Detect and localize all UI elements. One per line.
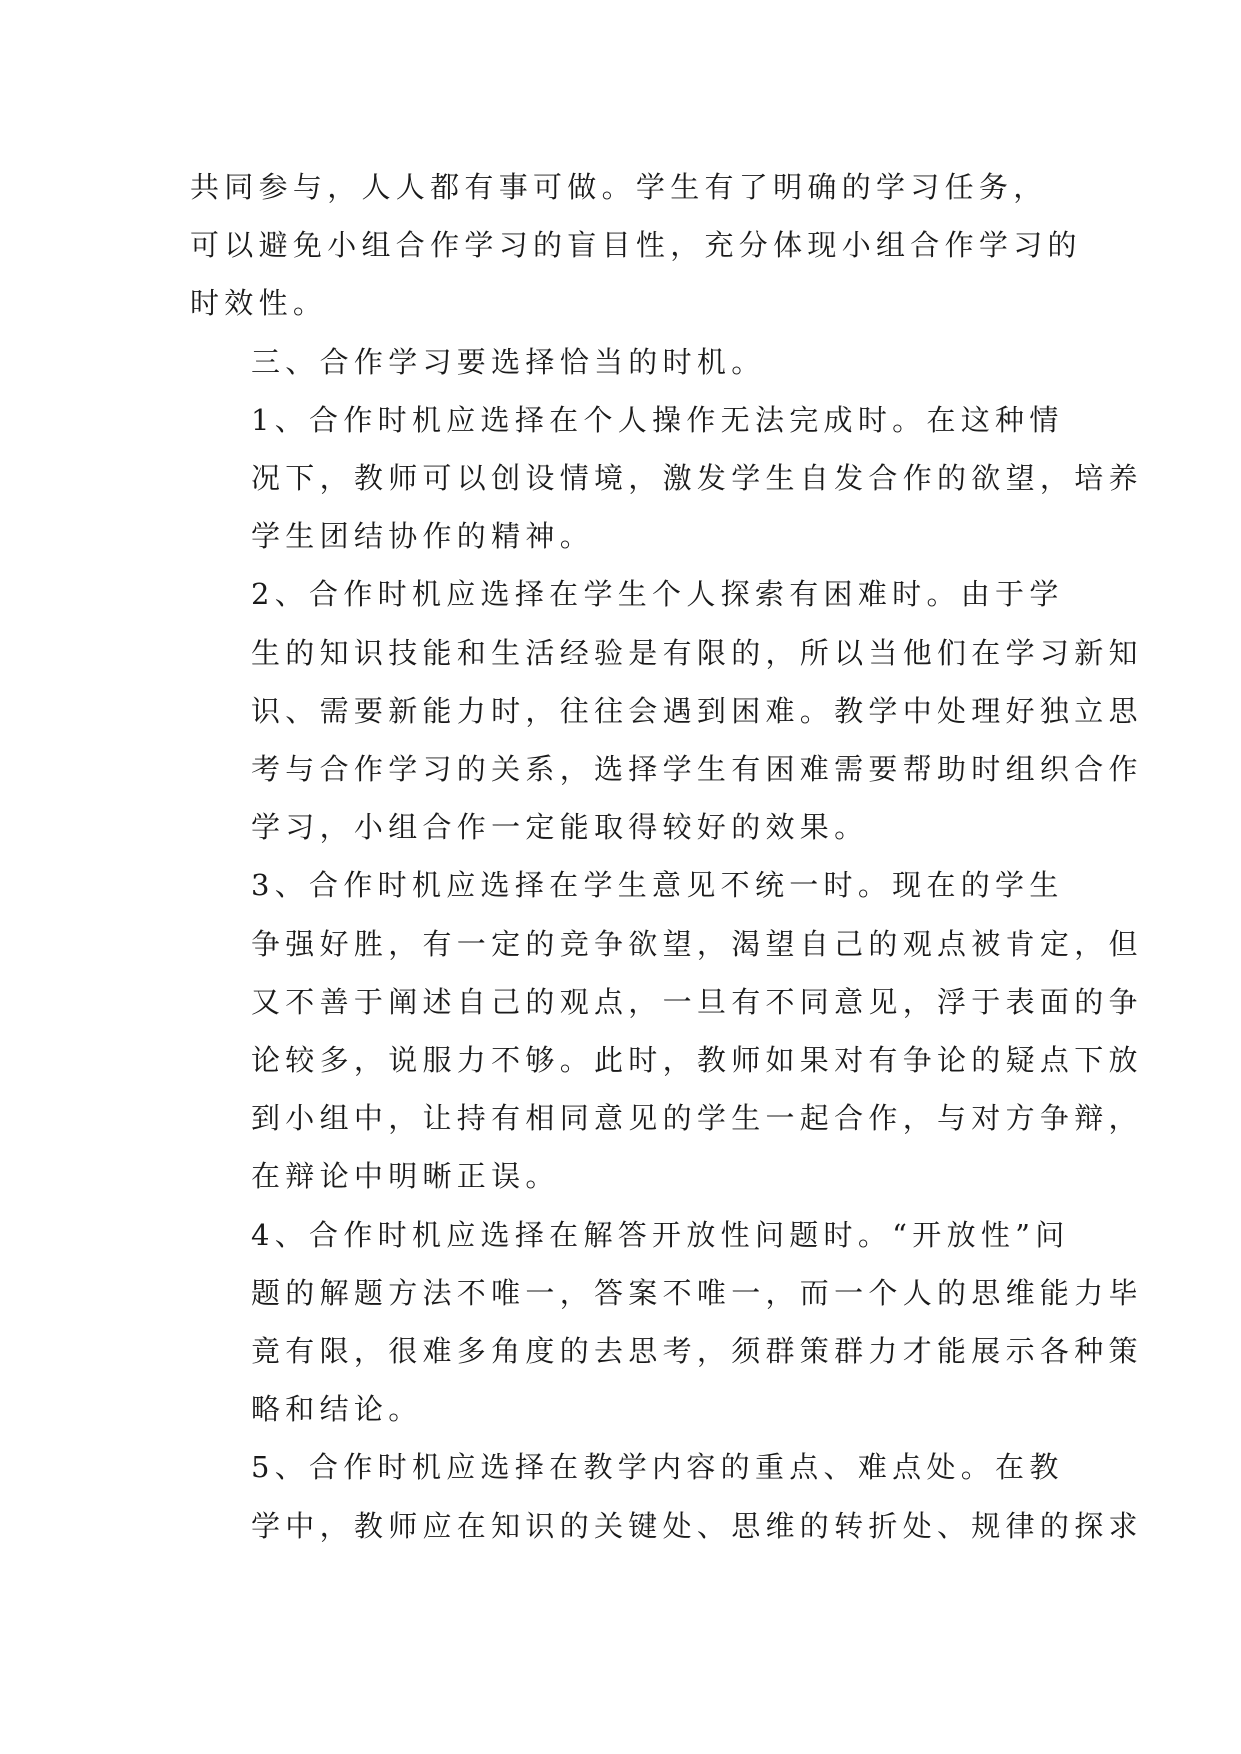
text-line: 争强好胜，有一定的竞争欲望，渴望自己的观点被肯定，但	[251, 926, 1143, 961]
text-line: 况下，教师可以创设情境，激发学生自发合作的欲望，培养	[251, 461, 1143, 496]
text-line: 在辩论中明晰正误。	[251, 1159, 560, 1194]
paragraph-point-1	[190, 391, 1143, 566]
text-line: 生的知识技能和生活经验是有限的，所以当他们在学习新知	[251, 635, 1143, 670]
text-line: 4、合作时机应选择在解答开放性问题时。“开放性”问	[251, 1217, 1070, 1252]
text-line: 学习，小组合作一定能取得较好的效果。	[251, 810, 869, 845]
text-line: 学中，教师应在知识的关键处、思维的转折处、规律的探求	[251, 1508, 1143, 1543]
text-line: 可以避免小组合作学习的盲目性，充分体现小组合作学习的	[190, 228, 1082, 263]
text-line: 论较多，说服力不够。此时，教师如果对有争论的疑点下放	[251, 1043, 1143, 1078]
paragraph-continuation	[190, 158, 1082, 333]
text-line: 3、合作时机应选择在学生意见不统一时。现在的学生	[251, 868, 1064, 903]
text-line: 5、合作时机应选择在教学内容的重点、难点处。在教	[251, 1450, 1064, 1485]
text-line: 识、需要新能力时，往往会遇到困难。教学中处理好独立思	[251, 693, 1143, 728]
text-line: 考与合作学习的关系，选择学生有困难需要帮助时组织合作	[251, 752, 1143, 787]
paragraph-point-2	[190, 565, 1143, 856]
text-line: 竟有限，很难多角度的去思考，须群策群力才能展示各种策	[251, 1334, 1143, 1369]
text-line: 时效性。	[190, 286, 328, 321]
section-heading-3	[190, 333, 1056, 391]
text-line: 到小组中，让持有相同意见的学生一起合作，与对方争辩，	[251, 1101, 1143, 1136]
text-line: 又不善于阐述自己的观点，一旦有不同意见，浮于表面的争	[251, 984, 1143, 1019]
text-line: 1、合作时机应选择在个人操作无法完成时。在这种情	[251, 402, 1064, 437]
heading-line: 三、合作学习要选择恰当的时机。	[251, 344, 766, 379]
text-line: 2、合作时机应选择在学生个人探索有困难时。由于学	[251, 577, 1064, 612]
text-line: 共同参与，人人都有事可做。学生有了明确的学习任务，	[190, 170, 1048, 204]
paragraph-point-5	[190, 1438, 1143, 1554]
paragraph-point-4	[190, 1206, 1143, 1439]
paragraph-point-3	[190, 856, 1143, 1205]
text-line: 学生团结协作的精神。	[251, 519, 595, 554]
text-line: 题的解题方法不唯一，答案不唯一，而一个人的思维能力毕	[251, 1275, 1143, 1310]
document-body	[190, 158, 1143, 1555]
text-line: 略和结论。	[251, 1392, 423, 1427]
